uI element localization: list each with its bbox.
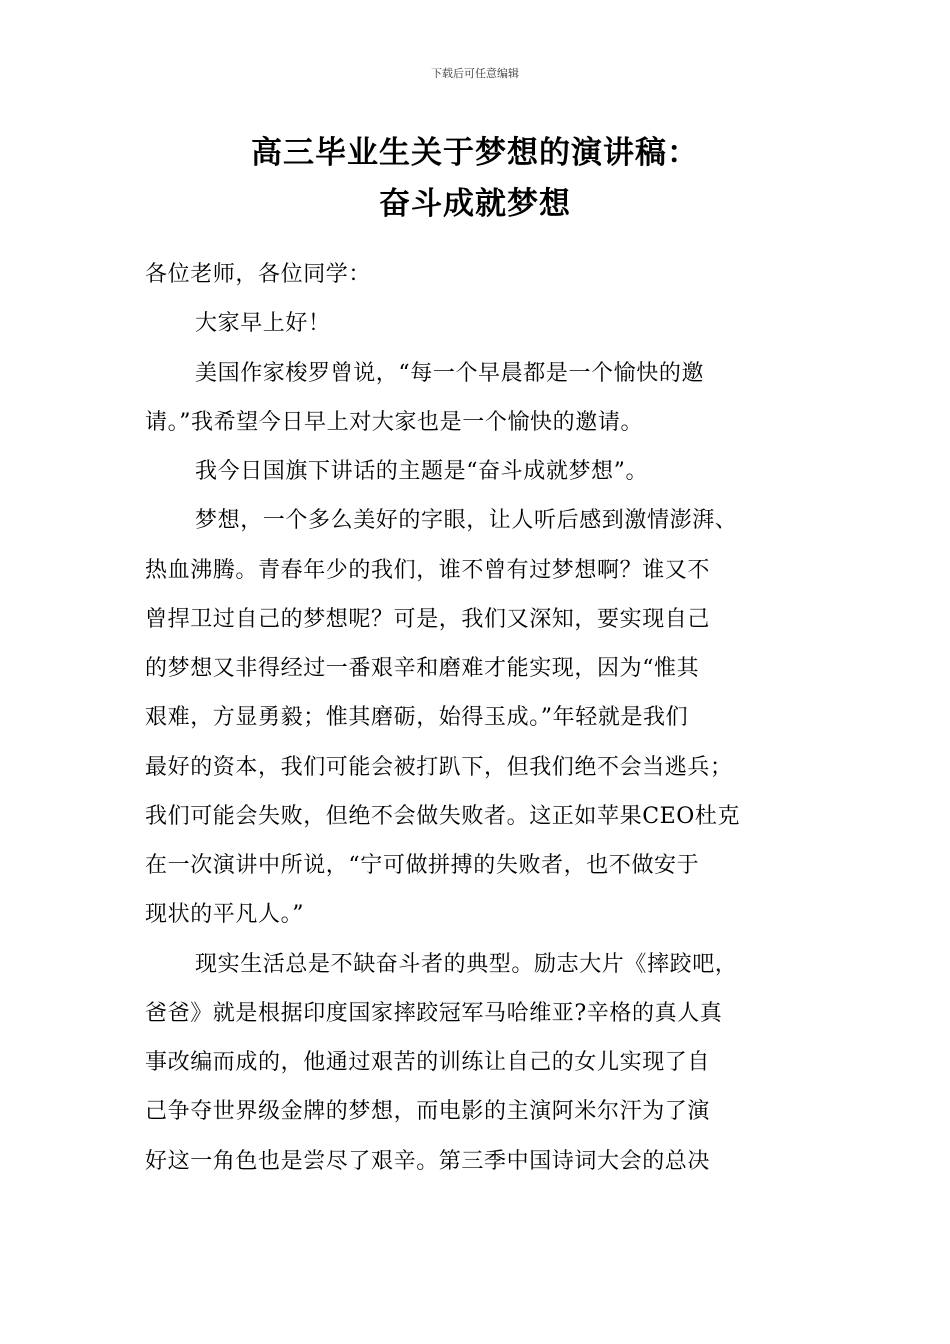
text-line: 最好的资本，我们可能会被打趴下，但我们绝不会当逃兵； bbox=[145, 754, 733, 780]
text-line: 好这一角色也是尝尽了艰辛。第三季中国诗词大会的总决 bbox=[145, 1148, 711, 1174]
document-title-line-1: 高三毕业生关于梦想的演讲稿： bbox=[251, 135, 699, 171]
document-title-line-2: 奋斗成就梦想 bbox=[379, 186, 571, 222]
text-line: 在一次演讲中所说，“宁可做拼搏的失败者，也不做安于 bbox=[145, 853, 700, 878]
text-line: 现状的平凡人。” bbox=[145, 902, 305, 928]
text-line: 艰难，方显勇毅；惟其磨砺，始得玉成。”年轻就是我们 bbox=[145, 705, 689, 731]
text-line: 请。”我希望今日早上对大家也是一个愉快的邀请。 bbox=[145, 409, 644, 435]
text-line: 各位老师，各位同学： bbox=[145, 262, 372, 287]
speech-body bbox=[145, 250, 810, 1186]
text-line: 美国作家梭罗曾说，“每一个早晨都是一个愉快的邀 bbox=[195, 360, 705, 386]
header-note: 下载后可任意编辑 bbox=[431, 67, 519, 80]
text-line: 爸爸》就是根据印度国家摔跤冠军马哈维亚?辛格的真人真 bbox=[145, 1000, 723, 1026]
text-line: 我们可能会失败，但绝不会做失败者。这正如苹果CEO杜克 bbox=[145, 803, 741, 829]
text-line: 曾捍卫过自己的梦想呢？可是，我们又深知，要实现自己 bbox=[145, 606, 711, 632]
text-line: 己争夺世界级金牌的梦想，而电影的主演阿米尔汗为了演 bbox=[145, 1099, 711, 1125]
text-line: 热血沸腾。青春年少的我们，谁不曾有过梦想啊？谁又不 bbox=[145, 557, 711, 583]
text-line: 梦想，一个多么美好的字眼，让人听后感到激情澎湃、 bbox=[195, 508, 738, 534]
text-line: 我今日国旗下讲话的主题是“奋斗成就梦想”。 bbox=[195, 459, 649, 484]
text-line: 的梦想又非得经过一番艰辛和磨难才能实现，因为“惟其 bbox=[145, 656, 700, 681]
text-line: 事改编而成的，他通过艰苦的训练让自己的女儿实现了自 bbox=[145, 1050, 711, 1075]
text-line: 大家早上好！ bbox=[195, 311, 331, 337]
text-line: 现实生活总是不缺奋斗者的典型。励志大片《摔跤吧， bbox=[195, 951, 738, 977]
